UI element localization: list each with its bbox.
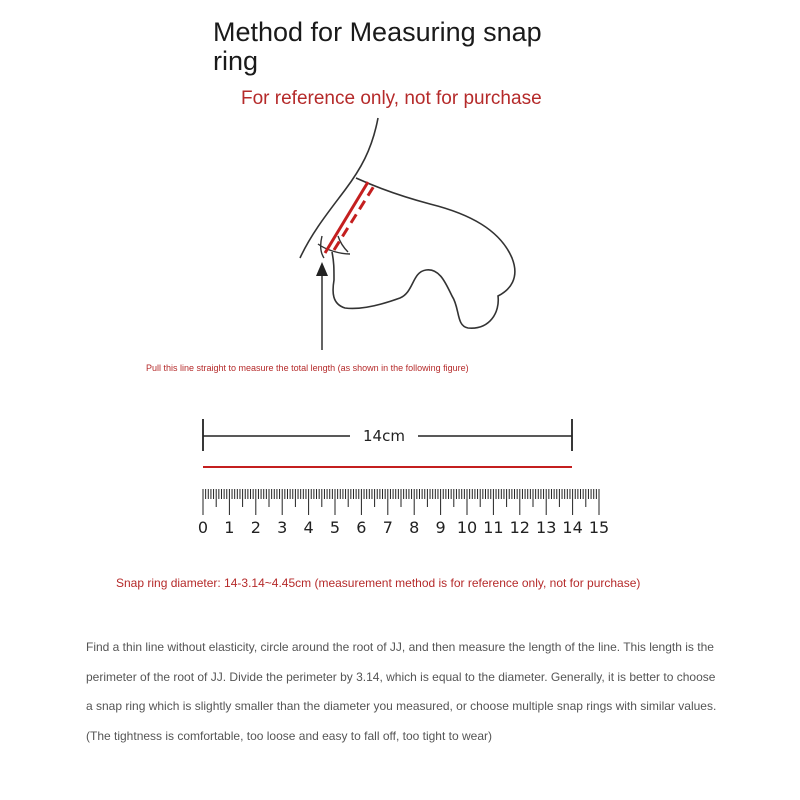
ruler-ticks xyxy=(203,489,599,515)
ruler-tick-label: 13 xyxy=(536,518,557,537)
ruler-tick-label: 9 xyxy=(435,518,446,537)
ruler-tick-label: 14 xyxy=(562,518,583,537)
length-label: 14cm xyxy=(363,427,405,445)
ruler-tick-label: 4 xyxy=(303,518,314,537)
ruler-tick-label: 15 xyxy=(588,518,610,537)
ruler-tick-label: 1 xyxy=(224,518,235,537)
ruler-tick-label: 11 xyxy=(483,518,504,537)
instructions-text: Find a thin line without elasticity, circle around the root of JJ, and then measure the length of the line. This length is the perimeter of the root of JJ. Divide the perimeter by 3.14, which is equal to the diameter. Generally, it is better to choose a snap ring which is slightly smaller than the diameter you measured, or choose multiple snap rings with similar values. (The tightness is comfortable, too loose and easy to fall off, too tight to wear) xyxy=(86,640,717,743)
ruler-tick-label: 8 xyxy=(409,518,420,537)
ruler-tick-label: 3 xyxy=(277,518,288,537)
ruler-tick-label: 5 xyxy=(329,518,341,537)
ring-line-solid xyxy=(325,182,368,253)
ruler-graphic xyxy=(190,405,630,545)
ruler-tick-label: 7 xyxy=(382,518,393,537)
ruler-labels xyxy=(198,518,609,537)
ruler-tick-label: 2 xyxy=(250,518,261,537)
ruler-tick-label: 6 xyxy=(356,518,367,537)
page-title: Method for Measuring snap ring xyxy=(213,17,542,76)
diameter-note: Snap ring diameter: 14-3.14~4.45cm (measurement method is for reference only, not for purchase) xyxy=(116,576,641,590)
figure-caption: Pull this line straight to measure the total length (as shown in the following figure) xyxy=(146,363,469,373)
ruler-tick-label: 10 xyxy=(456,518,478,537)
ruler-tick-label: 0 xyxy=(197,518,209,537)
arrow-head-icon xyxy=(316,262,328,276)
reference-note: For reference only, not for purchase xyxy=(241,88,542,109)
ruler-tick-label: 12 xyxy=(509,518,530,537)
shaft-outline xyxy=(332,178,515,328)
